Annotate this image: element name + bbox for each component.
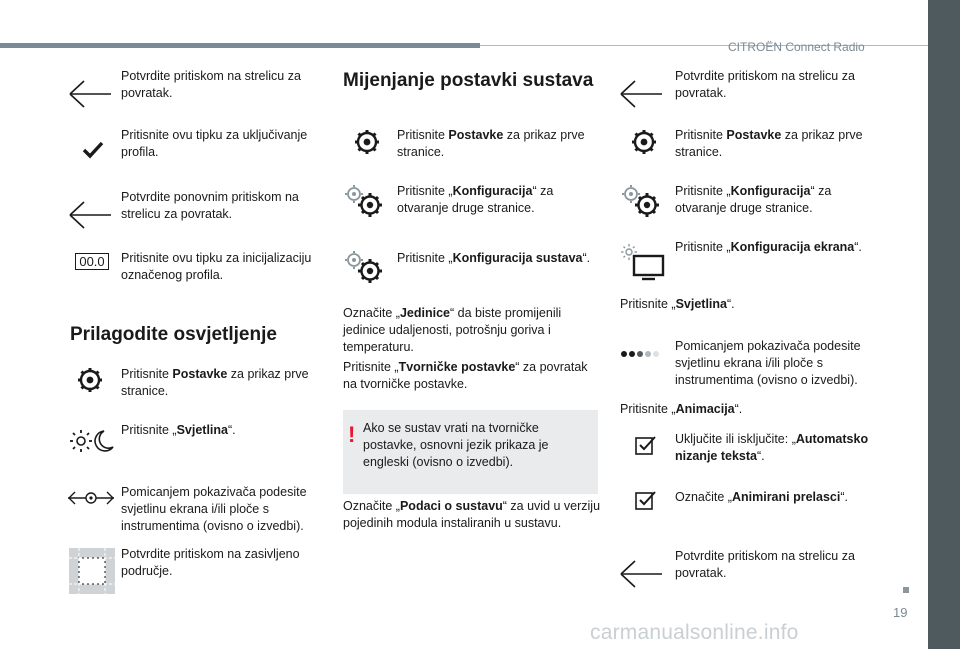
gear-icon <box>353 128 381 156</box>
shaded-area-icon <box>68 547 116 595</box>
col3-para-brightness: Pritisnite „Svjetlina“. <box>620 297 735 311</box>
col1-section-item-3-text: Pomicanjem pokazivača podesite svjetlinu ekrana i/ili ploče s instrumentima (ovisno o izvedbi). <box>121 485 307 533</box>
gears-icon <box>343 182 385 220</box>
col3-check-2-text: Označite „Animirani prelasci“. <box>675 490 848 504</box>
col3-item-2-text: Pritisnite Postavke za prikaz prve stranice. <box>675 128 863 159</box>
screen-brightness-icon <box>620 242 666 282</box>
col2-para-units: Označite „Jedinice“ da biste promijenili jedinice udaljenosti, potrošnju goriva i temperaturu. <box>343 306 562 354</box>
col1-section-item-1-text: Pritisnite Postavke za prikaz prve stranice. <box>121 367 309 398</box>
back-arrow-icon <box>617 76 665 112</box>
gears-icon <box>620 182 662 220</box>
gear-icon <box>630 128 658 156</box>
col2-item-2-text: Pritisnite „Konfiguracija“ za otvaranje druge stranice. <box>397 184 554 215</box>
section-title-system: Mijenjanje postavki sustava <box>343 70 594 91</box>
counter-value: 00.0 <box>75 253 108 270</box>
watermark: carmanualsonline.info <box>590 621 799 644</box>
slider-icon <box>66 486 116 510</box>
page-sidebar <box>928 0 960 649</box>
col3-item-3-text: Pritisnite „Konfiguracija“ za otvaranje druge stranice. <box>675 184 832 215</box>
counter-icon <box>70 252 114 270</box>
col2-para-system-info: Označite „Podaci o sustavu“ za uvid u verziju pojedinih modula instaliranih u sustavu. <box>343 499 601 530</box>
section-title-lighting: Prilagodite osvjetljenje <box>70 324 277 345</box>
col3-check-1-text: Uključite ili isključite: „Automatsko nizanje teksta“. <box>675 432 869 463</box>
dots-slider-icon <box>620 348 660 360</box>
col3-slider-text: Pomicanjem pokazivača podesite svjetlinu ekrana i/ili ploče s instrumentima (ovisno o izvedbi). <box>675 339 861 387</box>
col2-para-factory: Pritisnite „Tvorničke postavke“ za povratak na tvorničke postavke. <box>343 360 588 391</box>
col1-section-item-4-text: Potvrdite pritiskom na zasivljeno područje. <box>121 547 300 578</box>
col1-item-4-text: Pritisnite ovu tipku za inicijalizaciju označenog profila. <box>121 251 312 282</box>
warning-text: Ako se sustav vrati na tvorničke postavke, osnovni jezik prikaza je engleski (ovisno o izvedbi). <box>363 421 549 469</box>
col2-item-1-text: Pritisnite Postavke za prikaz prve stranice. <box>397 128 585 159</box>
col1-section-item-2-text: Pritisnite „Svjetlina“. <box>121 423 236 437</box>
back-arrow-icon <box>66 197 114 233</box>
gear-icon <box>76 366 104 394</box>
col1-item-1-text: Potvrdite pritiskom na strelicu za povratak. <box>121 69 301 100</box>
brightness-moon-icon <box>68 428 116 454</box>
col3-item-1-text: Potvrdite pritiskom na strelicu za povratak. <box>675 69 855 100</box>
header-bar <box>0 43 480 48</box>
back-arrow-icon <box>617 556 665 592</box>
warning-box <box>343 410 598 494</box>
gears-icon <box>343 248 385 286</box>
warning-icon: ! <box>348 422 356 447</box>
back-arrow-icon <box>66 76 114 112</box>
checkmark-icon <box>78 137 108 163</box>
col3-last-text: Potvrdite pritiskom na strelicu za povratak. <box>675 549 855 580</box>
brand-label: CITROËN Connect Radio <box>728 40 865 54</box>
col3-para-animation: Pritisnite „Animacija“. <box>620 402 743 416</box>
checkbox-icon[interactable] <box>634 434 658 456</box>
col1-item-2-text: Pritisnite ovu tipku za uključivanje profila. <box>121 128 308 159</box>
col1-item-3-text: Potvrdite ponovnim pritiskom na strelicu za povratak. <box>121 190 299 221</box>
page-number: 19 <box>893 605 908 620</box>
col2-item-3-text: Pritisnite „Konfiguracija sustava“. <box>397 251 591 265</box>
col3-item-4-text: Pritisnite „Konfiguracija ekrana“. <box>675 240 862 254</box>
checkbox-icon[interactable] <box>634 489 658 511</box>
page-marker <box>903 587 909 593</box>
